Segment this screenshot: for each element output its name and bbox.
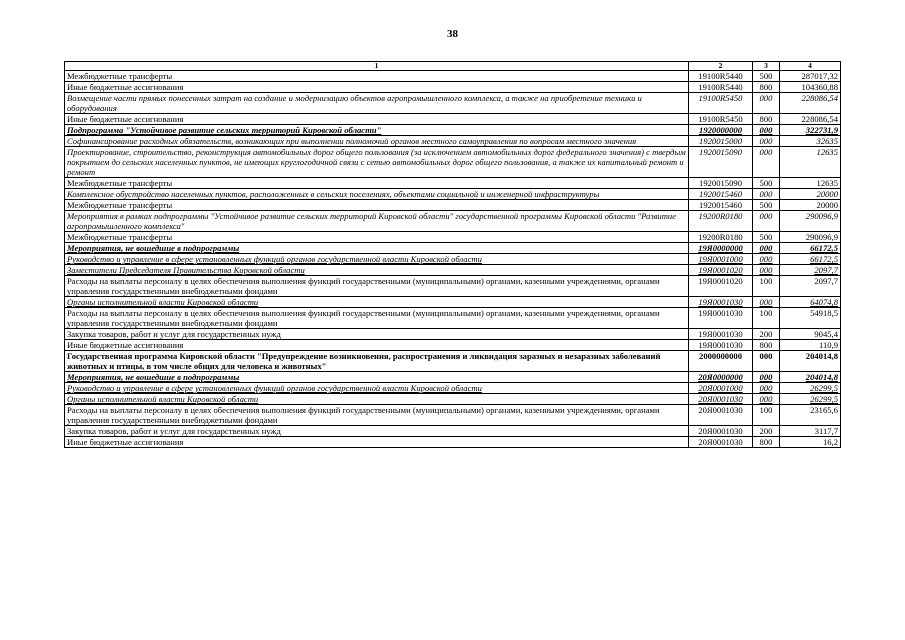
table-header-row: [65, 62, 841, 71]
row-name-cell: Мероприятия в рамках подпрограммы "Устойчивое развитие сельских территорий Кировской области" государственной программы Кировской области "Развитие агропромышленного комплекса": [65, 211, 689, 232]
table-row: [65, 178, 841, 189]
row-vr-cell: 100: [753, 276, 780, 297]
row-code-cell: 20Я0001030: [689, 394, 753, 405]
row-sum-cell: 2097,7: [780, 265, 841, 276]
table-row: [65, 297, 841, 308]
row-sum-cell: 12635: [780, 178, 841, 189]
row-sum-cell: 64074,8: [780, 297, 841, 308]
row-code-cell: 19Я0001020: [689, 265, 753, 276]
row-code-cell: 19100R5450: [689, 93, 753, 114]
row-name-cell: Заместители Председателя Правительства Кировской области: [65, 265, 689, 276]
row-sum-cell: 16,2: [780, 437, 841, 448]
row-vr-cell: 000: [753, 136, 780, 147]
row-name-cell: Софинансирование расходных обязательств, возникающих при выполнении полномочий органов местного самоуправления по вопросам местного значения: [65, 136, 689, 147]
row-code-cell: 19200R0180: [689, 232, 753, 243]
row-sum-cell: 20000: [780, 200, 841, 211]
row-code-cell: 20Я0000000: [689, 372, 753, 383]
row-vr-cell: 500: [753, 232, 780, 243]
row-sum-cell: 322731,9: [780, 125, 841, 136]
row-sum-cell: 228086,54: [780, 114, 841, 125]
row-vr-cell: 100: [753, 405, 780, 426]
row-code-cell: 20Я0001030: [689, 426, 753, 437]
column-header-sum: 4: [780, 62, 841, 71]
row-sum-cell: 66172,5: [780, 254, 841, 265]
row-vr-cell: 000: [753, 265, 780, 276]
row-vr-cell: 000: [753, 351, 780, 372]
row-vr-cell: 800: [753, 437, 780, 448]
table-row: [65, 308, 841, 329]
row-code-cell: 1920015090: [689, 178, 753, 189]
table-row: [65, 340, 841, 351]
row-name-cell: Иные бюджетные ассигнования: [65, 437, 689, 448]
row-name-cell: Расходы на выплаты персоналу в целях обеспечения выполнения функций государственными (муниципальными) органами, казенными учреждениями, органами управления государственными внебюджетными фондами: [65, 405, 689, 426]
row-sum-cell: 26299,5: [780, 383, 841, 394]
row-code-cell: 19Я0001030: [689, 308, 753, 329]
row-code-cell: 19100R5440: [689, 82, 753, 93]
table-row: [65, 329, 841, 340]
table-row: [65, 372, 841, 383]
table-row: [65, 147, 841, 178]
row-vr-cell: 000: [753, 211, 780, 232]
row-vr-cell: 500: [753, 200, 780, 211]
row-name-cell: Закупка товаров, работ и услуг для государственных нужд: [65, 426, 689, 437]
row-code-cell: 19Я0001020: [689, 276, 753, 297]
row-name-cell: Межбюджетные трансферты: [65, 178, 689, 189]
table-row: [65, 405, 841, 426]
row-vr-cell: 000: [753, 243, 780, 254]
row-name-cell: Иные бюджетные ассигнования: [65, 82, 689, 93]
row-vr-cell: 100: [753, 308, 780, 329]
table-row: [65, 351, 841, 372]
table-row: [65, 254, 841, 265]
row-sum-cell: 287017,32: [780, 71, 841, 82]
column-header-code: 2: [689, 62, 753, 71]
budget-table: [64, 61, 841, 448]
row-name-cell: Межбюджетные трансферты: [65, 232, 689, 243]
table-row: [65, 394, 841, 405]
row-name-cell: Проектирование, строительство, реконструкция автомобильных дорог общего пользования (за исключением автомобильных дорог федерального значения) с твердым покрытием до сельских населенных пунктов, не имеющих круглогодичной связи с сетью автомобильных дорог общего пользования, а также их капитальный ремонт и ремонт: [65, 147, 689, 178]
row-sum-cell: 204014,8: [780, 372, 841, 383]
table-row: [65, 276, 841, 297]
row-name-cell: Органы исполнительной власти Кировской области: [65, 297, 689, 308]
row-sum-cell: 204014,8: [780, 351, 841, 372]
row-code-cell: 20Я0001000: [689, 383, 753, 394]
row-code-cell: 1920015460: [689, 189, 753, 200]
row-vr-cell: 200: [753, 426, 780, 437]
row-sum-cell: 290096,9: [780, 211, 841, 232]
table-row: [65, 383, 841, 394]
row-code-cell: 19Я0001000: [689, 254, 753, 265]
table-row: [65, 71, 841, 82]
row-vr-cell: 000: [753, 189, 780, 200]
row-code-cell: 19200R0180: [689, 211, 753, 232]
row-name-cell: Возмещение части прямых понесенных затрат на создание и модернизацию объектов агропромышленного комплекса, а также на приобретение техники и оборудования: [65, 93, 689, 114]
row-sum-cell: 290096,9: [780, 232, 841, 243]
row-code-cell: 19100R5440: [689, 71, 753, 82]
column-header-vr: 3: [753, 62, 780, 71]
row-vr-cell: 000: [753, 125, 780, 136]
row-name-cell: Органы исполнительной власти Кировской области: [65, 394, 689, 405]
row-code-cell: 19Я0001030: [689, 329, 753, 340]
row-vr-cell: 500: [753, 178, 780, 189]
row-sum-cell: 66172,5: [780, 243, 841, 254]
row-name-cell: Межбюджетные трансферты: [65, 71, 689, 82]
row-vr-cell: 000: [753, 93, 780, 114]
row-name-cell: Расходы на выплаты персоналу в целях обеспечения выполнения функций государственными (муниципальными) органами, казенными учреждениями, органами управления государственными внебюджетными фондами: [65, 308, 689, 329]
row-sum-cell: 26299,5: [780, 394, 841, 405]
row-sum-cell: 20000: [780, 189, 841, 200]
row-name-cell: Мероприятия, не вошедшие в подпрограммы: [65, 372, 689, 383]
row-name-cell: Подпрограмма "Устойчивое развитие сельских территорий Кировской области": [65, 125, 689, 136]
row-vr-cell: 800: [753, 114, 780, 125]
row-vr-cell: 000: [753, 254, 780, 265]
row-code-cell: 1920000000: [689, 125, 753, 136]
row-name-cell: Руководство и управление в сфере установленных функций органов государственной власти Кировской области: [65, 254, 689, 265]
row-sum-cell: 9045,4: [780, 329, 841, 340]
row-code-cell: 1920015090: [689, 147, 753, 178]
row-sum-cell: 2097,7: [780, 276, 841, 297]
table-row: [65, 82, 841, 93]
column-header-name: 1: [65, 62, 689, 71]
table-row: [65, 243, 841, 254]
row-code-cell: 1920015000: [689, 136, 753, 147]
row-sum-cell: 110,9: [780, 340, 841, 351]
row-code-cell: 20Я0001030: [689, 405, 753, 426]
table-row: [65, 125, 841, 136]
table-row: [65, 200, 841, 211]
table-row: [65, 114, 841, 125]
row-vr-cell: 000: [753, 383, 780, 394]
row-sum-cell: 104360,88: [780, 82, 841, 93]
row-sum-cell: 3117,7: [780, 426, 841, 437]
row-vr-cell: 000: [753, 372, 780, 383]
row-vr-cell: 000: [753, 297, 780, 308]
row-sum-cell: 32635: [780, 136, 841, 147]
row-name-cell: Руководство и управление в сфере установленных функций органов государственной власти Кировской области: [65, 383, 689, 394]
row-vr-cell: 800: [753, 82, 780, 93]
row-name-cell: Мероприятия, не вошедшие в подпрограммы: [65, 243, 689, 254]
table-row: [65, 136, 841, 147]
row-name-cell: Иные бюджетные ассигнования: [65, 114, 689, 125]
row-name-cell: Закупка товаров, работ и услуг для государственных нужд: [65, 329, 689, 340]
row-name-cell: Иные бюджетные ассигнования: [65, 340, 689, 351]
table-row: [65, 93, 841, 114]
table-row: [65, 426, 841, 437]
table-row: [65, 265, 841, 276]
page-number: 38: [447, 28, 458, 40]
row-vr-cell: 500: [753, 71, 780, 82]
row-code-cell: 20Я0001030: [689, 437, 753, 448]
row-code-cell: 19Я0001030: [689, 297, 753, 308]
row-code-cell: 2000000000: [689, 351, 753, 372]
row-vr-cell: 200: [753, 329, 780, 340]
row-name-cell: Расходы на выплаты персоналу в целях обеспечения выполнения функций государственными (муниципальными) органами, казенными учреждениями, органами управления государственными внебюджетными фондами: [65, 276, 689, 297]
row-vr-cell: 000: [753, 147, 780, 178]
table-row: [65, 437, 841, 448]
row-name-cell: Государственная программа Кировской области "Предупреждение возникновения, распространения и ликвидация заразных и незаразных заболеваний животных и птицы, в том числе общих для человека и животных": [65, 351, 689, 372]
budget-table-body: [65, 62, 841, 448]
row-code-cell: 19100R5450: [689, 114, 753, 125]
row-code-cell: 19Я0001030: [689, 340, 753, 351]
row-sum-cell: 228086,54: [780, 93, 841, 114]
table-row: [65, 232, 841, 243]
row-code-cell: 1920015460: [689, 200, 753, 211]
row-code-cell: 19Я0000000: [689, 243, 753, 254]
row-name-cell: Межбюджетные трансферты: [65, 200, 689, 211]
row-sum-cell: 23165,6: [780, 405, 841, 426]
row-vr-cell: 800: [753, 340, 780, 351]
row-name-cell: Комплексное обустройство населенных пунктов, расположенных в сельских поселениях, объектами социальной и инженерной инфраструктуры: [65, 189, 689, 200]
table-row: [65, 189, 841, 200]
table-row: [65, 211, 841, 232]
row-sum-cell: 54918,5: [780, 308, 841, 329]
row-vr-cell: 000: [753, 394, 780, 405]
row-sum-cell: 12635: [780, 147, 841, 178]
